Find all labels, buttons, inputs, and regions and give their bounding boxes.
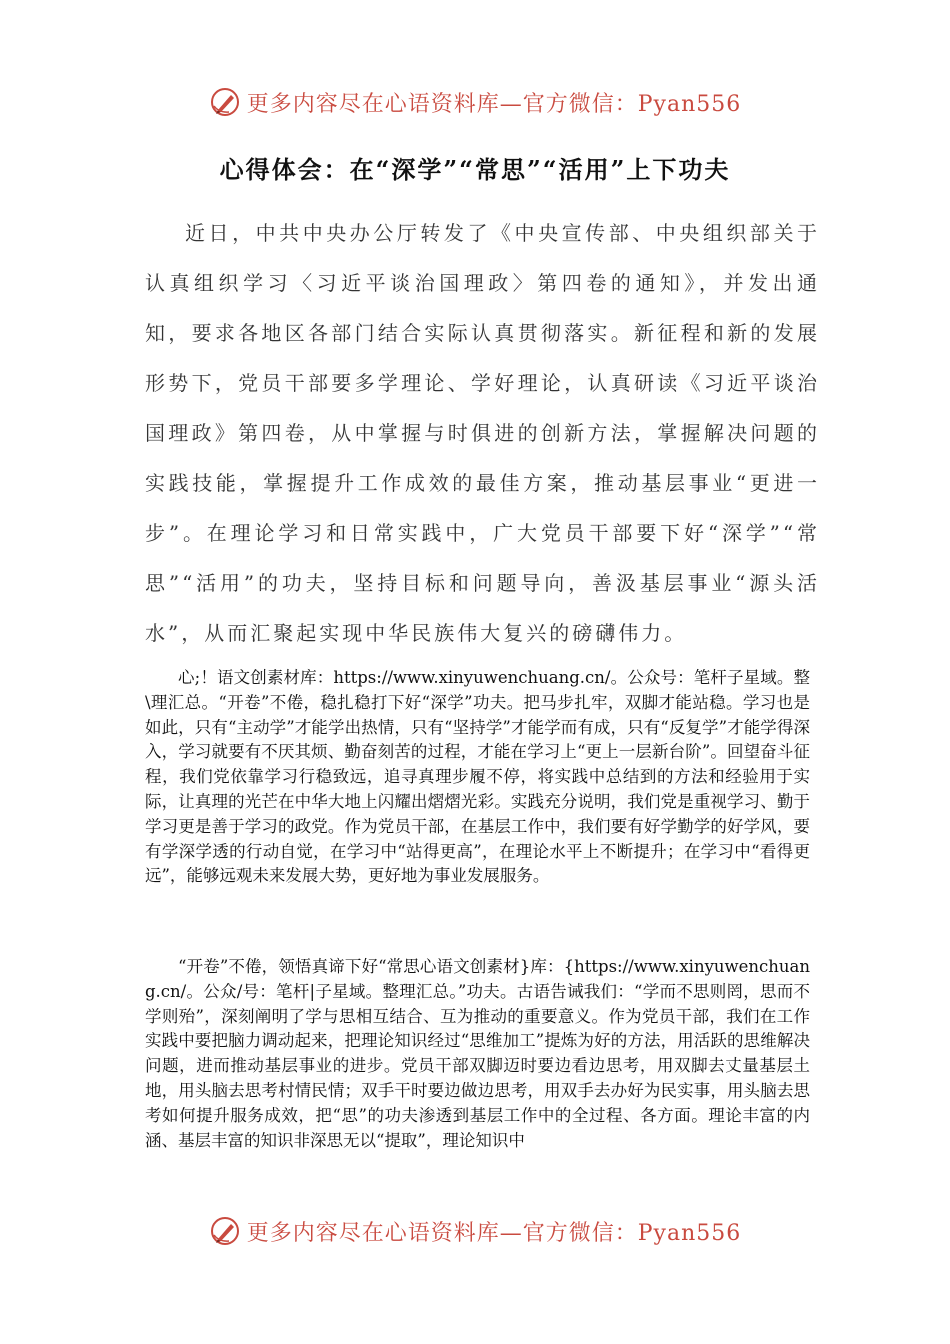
brush-pen-logo-icon (209, 86, 241, 118)
banner-text: 更多内容尽在心语资料库—官方微信：Pyan556 (246, 1220, 742, 1246)
header-watermark-banner (0, 82, 950, 122)
brush-pen-logo-icon (209, 1215, 241, 1247)
intro-paragraph: 近日，中共中央办公厅转发了《中央宣传部、中央组织部关于认真组织学习〈习近平谈治国理政〉第四卷的通知》，并发出通知，要求各地区各部门结合实际认真贯彻落实。新征程和新的发展形势下，党员干部要多学理论、学好理论，认真研读《习近平谈治国理政》第四卷，从中掌握与时俱进的创新方法，掌握解决问题的实践技能，掌握提升工作成效的最佳方案，推动基层事业“更进一步”。在理论学习和日常实践中，广大党员干部要下好“深学”“常思”“活用”的功夫，坚持目标和问题导向，善汲基层事业“源头活水”，从而汇聚起实现中华民族伟大复兴的磅礴伟力。 (145, 221, 820, 645)
footer-watermark-banner (0, 1211, 950, 1251)
document-title: 心得体会：在“深学”“常思”“活用”上下功夫 (219, 155, 731, 184)
body-paragraph-1: 心;！语文创素材库：https://www.xinyuwenchuang.cn/。公众号：笔杆子星域。整\理汇总。“开卷”不倦，稳扎稳打下好“深学”功夫。把马步扎牢，双脚才能站稳。学习也是如此，只有“主动学”才能学出热情，只有“坚持学”才能学而有成，只有“反复学”才能学得深入，学习就要有不厌其烦、勤奋刻苦的过程，才能在学习上“更上一层新台阶”。回望奋斗征程，我们党依靠学习行稳致远，追寻真理步履不停，将实践中总结到的方法和经验用于实际，让真理的光芒在中华大地上闪耀出熠熠光彩。实践充分说明，我们党是重视学习、勤于学习更是善于学习的政党。作为党员干部，在基层工作中，我们要有好学勤学的好学风，要有学深学透的行动自觉，在学习中“站得更高”，在理论水平上不断提升；在学习中“看得更远”，能够远观未来发展大势，更好地为事业发展服务。 (145, 668, 810, 886)
body-paragraph-2: “开卷”不倦，领悟真谛下好“常思心语文创素材}库：{https://www.xinyuwenchuang.cn/。公众/号：笔杆|子星域。整理汇总。”功夫。古语告诫我们：“学而不思则罔，思而不学则殆”，深刻阐明了学与思相互结合、互为推动的重要意义。作为党员干部，我们在工作实践中要把脑力调动起来，把理论知识经过“思维加工”提炼为好的方法，用活跃的思维解决问题，进而推动基层事业的进步。党员干部双脚迈时要边看边思考，用双脚去丈量基层土地，用头脑去思考村情民情；双手干时要边做边思考，用双手去办好为民实事，用头脑去思考如何提升服务成效，把“思”的功夫渗透到基层工作中的全过程、各方面。理论丰富的内涵、基层丰富的知识非深思无以“提取”，理论知识中 (145, 957, 810, 1150)
banner-text: 更多内容尽在心语资料库—官方微信：Pyan556 (246, 91, 742, 117)
